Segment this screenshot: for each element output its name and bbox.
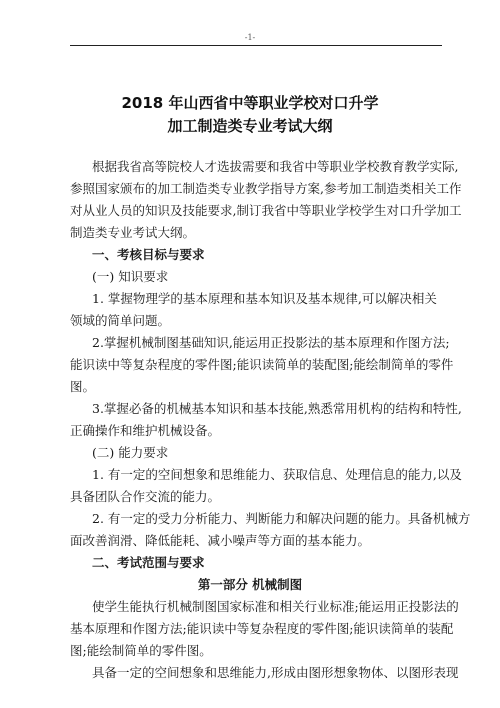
knowledge-item-1-line-2: 领域的简单问题。: [70, 313, 171, 328]
intro-line-3: 对从业人员的知识及技能要求,制订我省中等职业学校学生对口升学加工: [70, 203, 462, 218]
header-rule: [70, 45, 442, 46]
knowledge-item-2-line-3: 图。: [70, 379, 96, 394]
document-title-line-1: 2018 年山西省中等职业学校对口升学: [121, 94, 379, 112]
intro-line-2: 参照国家颁布的加工制造类专业教学指导方案,参考加工制造类相关工作: [70, 181, 462, 196]
ability-item-2-line-1: 2. 有一定的受力分析能力、判断能力和解决问题的能力。具备机械方: [92, 511, 471, 526]
page-number-mark: -1-: [244, 33, 256, 42]
intro-line-1: 根据我省高等院校人才选拔需要和我省中等职业学校教育教学实际,: [92, 159, 459, 174]
ability-item-2-line-2: 面改善润滑、降低能耗、减小噪声等方面的基本能力。: [70, 533, 371, 548]
drawing-para-1-line-1: 使学生能执行机械制图国家标准和相关行业标准;能运用正投影法的: [92, 599, 459, 614]
knowledge-item-3-line-1: 3.掌握必备的机械基本知识和基本技能,熟悉常用机构的结构和特性,: [92, 401, 462, 416]
knowledge-item-2-line-1: 2.掌握机械制图基础知识,能运用正投影法的基本原理和作图方法;: [92, 335, 450, 350]
subsection-heading-ability: (二) 能力要求: [92, 445, 169, 460]
drawing-para-1-line-3: 图;能绘制简单的零件图。: [70, 643, 212, 658]
intro-line-4: 制造类专业考试大纲。: [70, 225, 196, 240]
knowledge-item-1-line-1: 1. 掌握物理学的基本原理和基本知识及基本规律,可以解决相关: [92, 291, 437, 306]
section-heading-2: 二、考试范围与要求: [92, 555, 205, 570]
knowledge-item-2-line-2: 能识读中等复杂程度的零件图;能识读简单的装配图;能绘制简单的零件: [70, 357, 454, 372]
document-title-line-2: 加工制造类专业考试大纲: [167, 117, 333, 135]
knowledge-item-3-line-2: 正确操作和维护机械设备。: [70, 423, 221, 438]
drawing-para-2-line-1: 具备一定的空间想象和思维能力,形成由图形想象物体、以图形表现: [92, 665, 459, 680]
section-heading-1: 一、考核目标与要求: [92, 247, 205, 262]
part-heading-drawing: 第一部分 机械制图: [197, 577, 303, 592]
ability-item-1-line-1: 1. 有一定的空间想象和思维能力、获取信息、处理信息的能力,以及: [92, 467, 462, 482]
drawing-para-1-line-2: 基本原理和作图方法;能识读中等复杂程度的零件图;能识读简单的装配: [70, 621, 454, 636]
subsection-heading-knowledge: (一) 知识要求: [92, 269, 169, 284]
ability-item-1-line-2: 具备团队合作交流的能力。: [70, 489, 221, 504]
